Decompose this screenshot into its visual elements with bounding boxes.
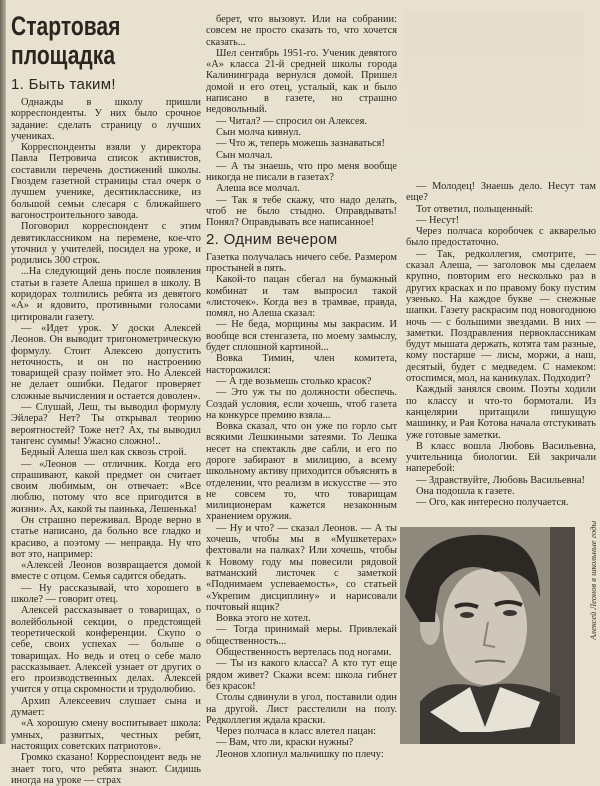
paragraph: — Молодец! Знаешь дело. Несут там еще? bbox=[406, 181, 596, 204]
paragraph: Алексей рассказывает о товарищах, о волейбольной секции, о предстоящей теоретической конференции. Скупо о себе, своих успехах — больше о товарищах. Но ведь и отец о себе мало рассказывает. Алексей узнает от других о его производственных делах. Алексей учится у отца скромности и трудолюбию. bbox=[11, 605, 201, 696]
paragraph: Общественность вертелась под ногами. bbox=[216, 647, 392, 659]
paragraph: — Тогда принимай меры. Привлекай общественность... bbox=[206, 624, 397, 647]
paragraph: — Не беда, морщины мы закрасим. И вообще вся стенгазета, по моему замыслу, будет сплошной картиной... bbox=[206, 319, 397, 354]
paragraph: Бедный Алеша шел как сквозь строй. bbox=[21, 447, 187, 459]
paragraph: Она подошла к газете. bbox=[416, 486, 515, 498]
paragraph: — Ну и что? — сказал Леонов. — А ты хочешь, чтобы мы в «Мушкетерах» фехтовали на палках? Или хочешь, чтобы к Новому году мы повесили рядовой ватманский листочек с заметкой «Поднимаем успеваемость», со статьей «Укрепим дисциплину» и нарисовали почтовый ящик? bbox=[206, 522, 397, 613]
paragraph: «А хорошую смену воспитывает школа: умных, развитых, честных ребят, настоящих советских патриотов». bbox=[11, 718, 201, 752]
paragraph: берет, что вызовут. Или на собрании: совсем не просто сказать то, что хочется сказать... bbox=[206, 14, 397, 48]
paragraph: Вовка Тимин, член комитета, насторожился: bbox=[206, 353, 397, 376]
paragraph: ...На следующий день после появления статьи в газете Алеша пришел в школу. В коридорах толпились ребята из девятого «А» и ядовито, противными голосами цитировали газету. bbox=[11, 266, 201, 323]
portrait-image bbox=[400, 527, 575, 744]
paragraph: — Что ж, теперь можешь зазнаваться! bbox=[216, 138, 385, 150]
paragraph: В класс вошла Любовь Васильевна, учительница биологии. Ей закричали наперебой: bbox=[406, 440, 596, 475]
paragraph: Тот ответил, польщенный: bbox=[416, 203, 534, 215]
paragraph: «Алексей Леонов возвращается домой вместе с отцом. Семья садится обедать. bbox=[11, 560, 201, 583]
paragraph: Вовка сказал, что он уже по горло сыт всякими Лешкиными затеями. То Лешка несет на спектакль две сабли, и его по дороге забирают в милицию, а всему школьному активу приходится объяснять в отделении, что реализм в искусстве — это не совсем то, что товарищам милиционерам кажется незаконным хранением оружия. bbox=[206, 421, 397, 523]
paragraph: Какой-то пацан сбегал на бумажный комбинат и там выпросил такой «листочек». Когда вез в трамвае, правда, помял, но Алеша сказал: bbox=[206, 274, 397, 320]
paragraph: Он страшно переживал. Вроде верно в статье написано, да больно все гладко и красиво, а поэтому — неправда. Ну что вот это, например: bbox=[11, 514, 201, 560]
col2-body-a bbox=[206, 14, 397, 229]
paragraph: — Вам, что ли, краски нужны? bbox=[216, 737, 354, 749]
paragraph: — «Леонов — отличник. Когда его спрашивают, какой предмет он считает своим любимым, он отвечает: «Все люблю, потому что все пригодится в жизни». Ах, какой ты паинька, Лешенька! bbox=[11, 458, 201, 515]
portrait-photo bbox=[400, 527, 575, 744]
paragraph: Столы сдвинули в угол, поставили один на другой. Лист расстелили на полу. Редколлегия ждала краски. bbox=[206, 692, 397, 726]
paragraph: Газетка получалась ничего себе. Размером простыней в пять. bbox=[206, 251, 397, 274]
section-1-heading: 1. Быть таким! bbox=[11, 76, 116, 93]
paragraph: — А ты знаешь, что про меня вообще никогда не писали в газетах? bbox=[206, 160, 397, 184]
paragraph: Громко сказано! Корреспондент ведь не знает того, что ребята знают. Сидишь иногда на уроке — страх bbox=[11, 752, 201, 786]
title-line-2: площадка bbox=[11, 40, 116, 70]
paragraph: — Ого, как интересно получается. bbox=[416, 497, 569, 509]
faded-illustration bbox=[405, 10, 585, 170]
article-title bbox=[11, 12, 159, 70]
paragraph: Через полчаса коробочек с акварелью было предостаточно. bbox=[406, 226, 596, 249]
paragraph: Сын молчал. bbox=[216, 149, 273, 161]
paragraph: Через полчаса в класс влетел пацан: bbox=[216, 726, 377, 738]
col2-body-b bbox=[206, 252, 397, 760]
paragraph: — Слушай, Леш, ты выводил формулу Эйлера? Нет? Ты открывал теорию вероятностей? Тоже нет? Ах, ты выводил тангенс суммы! Ужасно сложно!.. bbox=[11, 402, 201, 447]
paragraph: — Так, редколлегия, смотрите, — сказал Алеша, — заголовок мы сделаем крупно, повторим его несколько раз в других красках и по правому боку пустим узенько. На каждое букве — снежные шапки. Газету раскрасим под новогоднюю ночь — с большими звездами. В них — заметки. Поздравления первоклассникам будут мышата держать, котята там разные, кому постарше — лисы, моржи, а наш, десятый, будет с медведем. С намеком: отоспимся, мол, на каникулах. Подходит? bbox=[406, 248, 596, 385]
paragraph: — Здравствуйте, Любовь Васильевна! bbox=[416, 474, 586, 486]
paragraph: — Так я тебе скажу, что надо делать, чтоб не было стыдно. Оправдывать! Понял? Оправдывать все написанное! bbox=[206, 194, 397, 229]
column-2 bbox=[206, 14, 397, 760]
section-2-heading: 2. Одним вечером bbox=[206, 230, 338, 248]
paragraph: Архип Алексеевич слушает сына и думает: bbox=[11, 695, 201, 719]
column-3 bbox=[406, 181, 596, 509]
paragraph: Каждый занялся своим. Поэты ходили по классу и что-то бормотали. Из канцелярии притащили пишущую машинку, и Рая Котова начала отстукивать уже готовые заметки. bbox=[406, 384, 596, 441]
paragraph: — Это уж ты по должности обеспечь. Создай условия, если хочешь, чтоб газета на конкурсе премию взяла... bbox=[206, 387, 397, 421]
paragraph: Сын молча кивнул. bbox=[216, 126, 301, 138]
photo-caption: Алексей Леонов в школьные годы bbox=[588, 520, 598, 640]
paragraph: Однажды в школу пришли корреспонденты. У них было срочное задание: сделать страницу о лучших учениках. bbox=[11, 97, 201, 142]
paragraph: — «Идет урок. У доски Алексей Леонов. Он выводит тригонометрическую формулу. Стоит Алексею допустить неточность, и он по настроению товарищей сразу поймет это. Но Алексей не делает ошибки. Педагог проверяет сложные вычисления и остается доволен». bbox=[11, 322, 201, 402]
paragraph: Шел сентябрь 1951-го. Ученик девятого «А» класса 21-й средней школы города Калининграда вернулся домой. Пришел домой и его отец, усталый, как и было написано в газете, но страшно недовольный. bbox=[206, 47, 397, 116]
paragraph: — Ты из какого класса? А кто тут еще рядом живет? Скажи всем: школа гибнет без красок! bbox=[206, 658, 397, 692]
title-line-1: Стартовая bbox=[11, 11, 121, 41]
paragraph: Алеша все молчал. bbox=[216, 183, 300, 195]
paragraph: — Несут! bbox=[416, 214, 460, 226]
paragraph: — Ну рассказывай, что хорошего в школе? — говорит отец. bbox=[11, 582, 201, 606]
paragraph: Вовка этого не хотел. bbox=[216, 613, 311, 625]
paragraph: — Читал? — спросил он Алексея. bbox=[216, 115, 368, 127]
page-binding-edge bbox=[0, 0, 6, 744]
col1-body bbox=[11, 97, 201, 786]
paragraph: Леонов хлопнул мальчишку по плечу: bbox=[216, 748, 384, 760]
col3-body bbox=[406, 181, 596, 509]
paragraph: Корреспонденты взяли у директора Павла Петровича список активистов, составили перечень достижений школы. Гвоздем газетной страницы стал очерк о лучшем ученике, десятикласснике, из большой семьи слесаря с ближайшего вагоностроительного завода. bbox=[11, 142, 201, 221]
paragraph: Поговорил корреспондент с этим девятиклассником на перемене, кое-что уточнил у учителей, посидел на уроке, и родились 300 строк. bbox=[11, 221, 201, 267]
paragraph: — А где возьмешь столько красок? bbox=[216, 375, 372, 387]
column-1 bbox=[11, 0, 201, 786]
